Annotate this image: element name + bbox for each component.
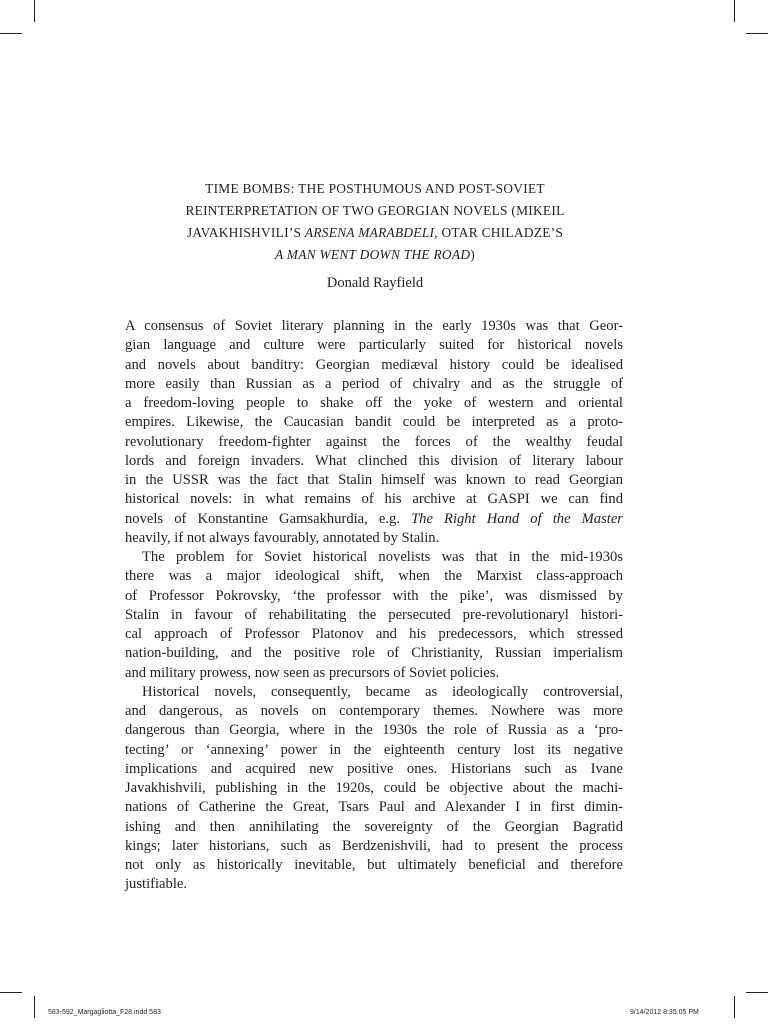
text-run: dangerous than Georgia, where in the 1930s the role of Russia as a ‘pro- — [125, 722, 623, 739]
text-run: and dangerous, as novels on contemporary themes. Nowhere was more — [125, 703, 623, 719]
text-line — [125, 433, 623, 452]
text-line — [125, 760, 623, 779]
text-run: a freedom-loving people to shake off the yoke of western and oriental — [125, 395, 623, 411]
text-run: tecting’ or ‘annexing’ power in the eighteenth century lost its negative — [125, 741, 623, 758]
crop-mark-bottom-right-h — [746, 992, 768, 993]
text-run: justifiable. — [125, 876, 188, 893]
text-line — [125, 664, 623, 683]
text-run: REINTERPRETATION OF TWO GEORGIAN NOVELS (MIKEIL — [185, 203, 565, 218]
crop-mark-top-left — [34, 0, 35, 22]
crop-mark-bottom-left — [34, 996, 35, 1018]
text-line — [125, 510, 623, 529]
text-line — [125, 702, 623, 721]
crop-mark-top-left-h — [0, 33, 22, 34]
paragraph — [125, 548, 623, 683]
article-body — [125, 317, 623, 895]
crop-mark-top-right-h — [746, 33, 768, 34]
text-line — [125, 683, 623, 702]
text-line — [125, 317, 623, 336]
text-line — [125, 490, 623, 509]
text-line — [125, 818, 623, 837]
footer-file-info: 583-592_Margagliotta_F28.indd 583 — [48, 1009, 161, 1016]
text-line — [125, 798, 623, 817]
text-line — [125, 413, 623, 432]
text-run: of Professor Pokrovsky, ‘the professor with the pike’, was dismissed by — [125, 587, 623, 604]
text-run: implications and acquired new positive ones. Historians such as Ivane — [125, 760, 623, 777]
text-run: nations of Catherine the Great, Tsars Paul and Alexander I in first dimin- — [125, 799, 623, 816]
text-line — [125, 471, 623, 490]
text-run: heavily, if not always favourably, annotated by Stalin. — [125, 529, 440, 546]
text-line — [125, 587, 623, 606]
text-line — [125, 452, 623, 471]
title-line — [125, 200, 625, 222]
text-line — [125, 741, 623, 760]
text-run: A consensus of Soviet literary planning in the early 1930s was that Geor- — [125, 318, 623, 334]
text-line — [125, 856, 623, 875]
text-line — [125, 644, 623, 663]
text-run: The problem for Soviet historical novelists was that in the mid-1930s — [142, 549, 623, 565]
text-run: empires. Likewise, the Caucasian bandit could be interpreted as a proto- — [125, 414, 623, 431]
text-run: revolutionary freedom-fighter against the forces of the wealthy feudal — [125, 433, 623, 450]
text-line — [125, 567, 623, 586]
title-line — [125, 178, 625, 200]
article-title — [125, 178, 625, 266]
title-line — [125, 244, 625, 266]
italic-text: A MAN WENT DOWN THE ROAD — [274, 247, 471, 262]
text-line — [125, 606, 623, 625]
text-run: gian language and culture were particularly suited for historical novels — [125, 337, 623, 354]
crop-mark-top-right — [734, 0, 735, 22]
text-line — [125, 548, 623, 567]
italic-text: The Right Hand of the Master — [411, 510, 623, 527]
crop-mark-bottom-right — [734, 996, 735, 1018]
text-line — [125, 721, 623, 740]
text-line — [125, 837, 623, 856]
text-run: lords and foreign invaders. What clinched this division of literary labour — [125, 452, 623, 469]
text-run: historical novels: in what remains of his archive at GASPI we can find — [125, 491, 623, 508]
paragraph — [125, 683, 623, 895]
text-run: , OTAR CHILADZE’S — [434, 225, 564, 240]
text-line — [125, 394, 623, 413]
title-line — [125, 222, 625, 244]
text-run: TIME BOMBS: THE POSTHUMOUS AND POST-SOVIET — [205, 181, 545, 196]
text-run: ) — [470, 247, 475, 262]
text-run: kings; later historians, such as Berdzenishvili, had to present the process — [125, 837, 623, 854]
text-line — [125, 336, 623, 355]
text-line — [125, 779, 623, 798]
text-run: Javakhishvili, publishing in the 1920s, could be objective about the machi- — [125, 780, 623, 796]
italic-text: ARSENA MARABDELI — [304, 225, 435, 240]
text-run: JAVAKHISHVILI’S — [186, 225, 305, 240]
crop-mark-bottom-left-h — [0, 992, 22, 993]
text-run: novels of Konstantine Gamsakhurdia, e.g. — [125, 510, 412, 527]
footer-timestamp: 9/14/2012 8:35:05 PM — [630, 1009, 699, 1016]
paragraph — [125, 317, 623, 548]
text-line — [125, 375, 623, 394]
text-line — [125, 875, 623, 894]
text-run: and military prowess, now seen as precursors of Soviet policies. — [125, 664, 500, 681]
text-run: not only as historically inevitable, but ultimately beneficial and therefore — [125, 857, 623, 873]
text-run: in the USSR was the fact that Stalin himself was known to read Georgian — [125, 472, 623, 488]
text-run: and novels about banditry: Georgian mediæval history could be idealised — [125, 356, 623, 373]
text-line — [125, 529, 623, 548]
text-run: there was a major ideological shift, when the Marxist class-approach — [125, 568, 623, 585]
author-name: Donald Rayfield — [326, 275, 424, 291]
text-run: nation-building, and the positive role of Christianity, Russian imperialism — [125, 645, 623, 662]
text-run: cal approach of Professor Platonov and his predecessors, which stressed — [125, 626, 623, 642]
text-run: more easily than Russian as a period of chivalry and as the struggle of — [125, 375, 623, 392]
text-line — [125, 356, 623, 375]
text-line — [125, 625, 623, 644]
text-run: ishing and then annihilating the sovereignty of the Georgian Bagratid — [125, 818, 623, 835]
text-run: Stalin in favour of rehabilitating the persecuted pre-revolutionaryl histori- — [125, 606, 623, 623]
text-run: Historical novels, consequently, became as ideologically controversial, — [142, 683, 623, 700]
